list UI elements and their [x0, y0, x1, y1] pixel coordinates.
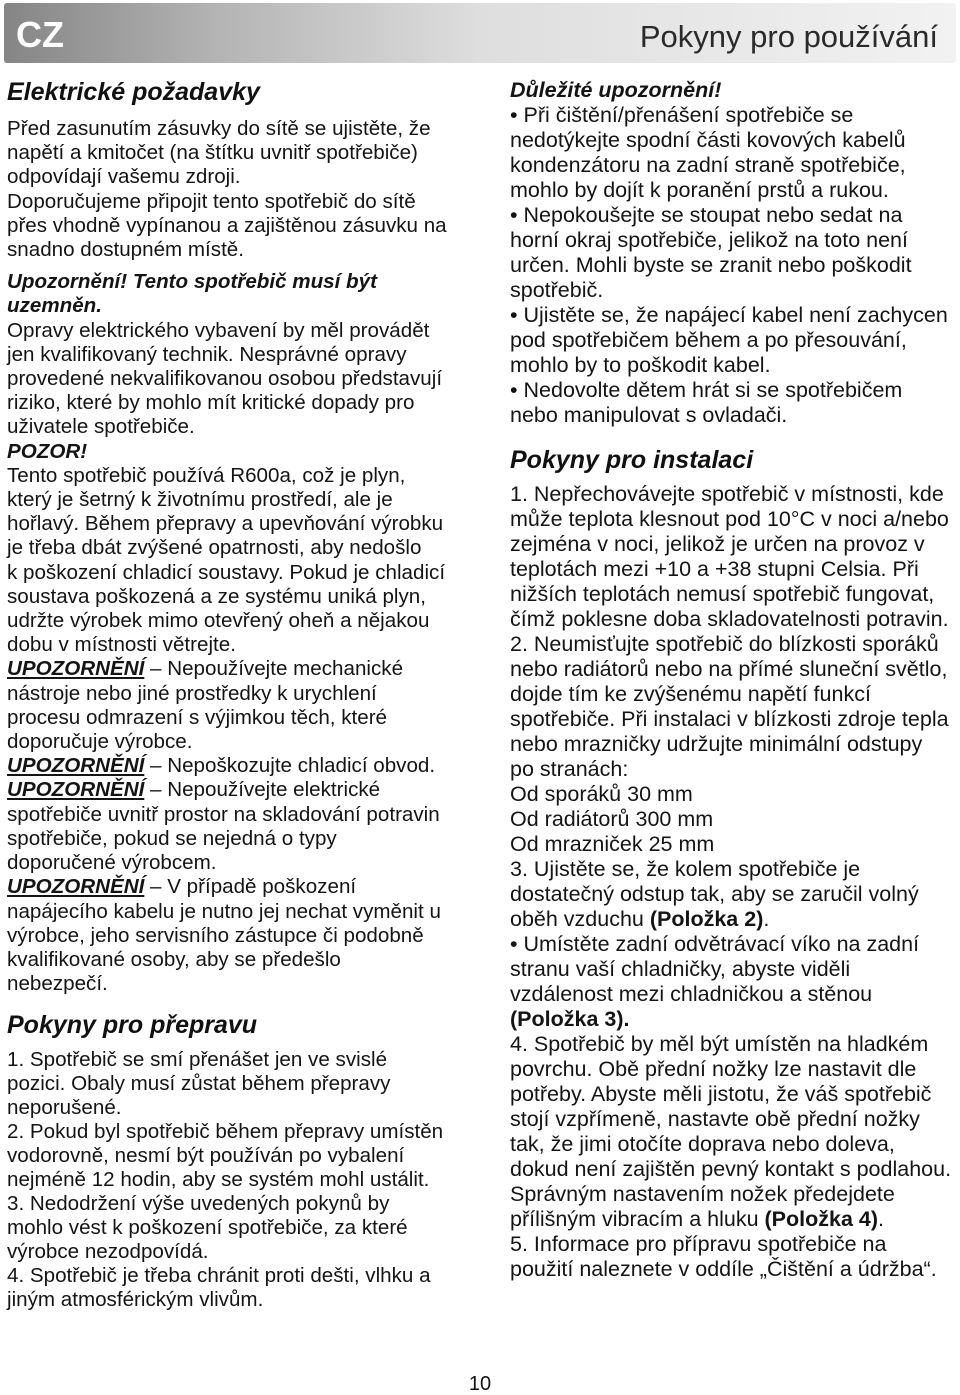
body-text: .	[878, 1207, 884, 1231]
page-header	[4, 3, 956, 63]
text-line	[7, 778, 457, 802]
text-line	[510, 353, 956, 378]
body-text: spotřebiče. Při instalaci v blízkosti zdroje tepla	[510, 707, 949, 731]
text-line	[510, 932, 956, 957]
text-line	[510, 557, 956, 582]
body-text: • Nepokoušejte se stoupat nebo sedat na	[510, 203, 903, 227]
text-line	[7, 391, 457, 415]
text-line	[7, 754, 457, 778]
body-text: • Ujistěte se, že napájecí kabel není zachycen	[510, 303, 948, 327]
body-text: riziko, které by mohlo mít kritické dopady pro	[7, 391, 415, 415]
text-line	[510, 1182, 956, 1207]
text-line	[510, 882, 956, 907]
body-text: může teplota klesnout pod 10°C v noci a/nebo	[510, 507, 949, 531]
text-line	[7, 1240, 457, 1264]
emphasized-text: UPOZORNĚNÍ	[7, 754, 145, 778]
text-line	[510, 682, 956, 707]
text-line	[7, 415, 457, 439]
emphasized-text: UPOZORNĚNÍ	[7, 657, 145, 681]
body-text: 1. Nepřechovávejte spotřebič v místnosti, kde	[510, 482, 944, 506]
body-text: 4. Spotřebič je třeba chránit proti dešti, vlhku a	[7, 1264, 431, 1287]
text-line	[7, 827, 457, 851]
body-text: pozici. Obaly musí zůstat během přepravy	[7, 1072, 391, 1095]
body-text: spotřebič.	[510, 278, 604, 302]
text-line	[510, 832, 956, 857]
emphasized-text: Důležité upozornění!	[510, 78, 722, 102]
text-line	[7, 536, 457, 560]
text-line	[7, 1048, 457, 1072]
body-text: vzdálenost mezi chladničkou a stěnou	[510, 982, 873, 1006]
text-line	[510, 957, 956, 982]
body-text: je třeba dbát zvýšené opatrnosti, aby nedošlo	[7, 536, 422, 560]
body-text: 3. Ujistěte se, že kolem spotřebiče je	[510, 857, 861, 881]
page-number: 10	[468, 1373, 492, 1395]
body-text: 1. Spotřebič se smí přenášet jen ve svislé	[7, 1048, 388, 1071]
body-text: určen. Mohli byste se zranit nebo poškodit	[510, 253, 912, 277]
body-text: stojí vzpřímeně, nastavte obě přední nožky	[510, 1107, 920, 1131]
body-text: povrchu. Obě přední nožky lze nastavit dle	[510, 1057, 917, 1081]
body-text: Od sporáků 30 mm	[510, 782, 693, 806]
body-text: udržte výrobek mimo otevřený oheň a nějakou	[7, 609, 430, 633]
text-line	[7, 948, 457, 972]
body-text: Od radiátorů 300 mm	[510, 807, 714, 831]
body-text: provedené nekvalifikovanou osobou představují	[7, 367, 443, 391]
body-text: neporušené.	[7, 1096, 122, 1119]
body-text: spotřebiče, pokud se nejedná o typy	[7, 826, 337, 850]
text-line	[7, 117, 457, 141]
text-line	[510, 103, 956, 128]
text-line	[7, 165, 457, 189]
body-text: nástroje nebo jiné prostředky k urychlení	[7, 681, 377, 705]
body-text: přes vhodně vypínanou a zajištěnou zásuvku na	[7, 213, 447, 237]
text-line	[510, 278, 956, 303]
text-line	[7, 440, 457, 464]
emphasized-text: Upozornění! Tento spotřebič musí být	[7, 270, 377, 294]
text-line	[510, 1032, 956, 1057]
text-line	[510, 1057, 956, 1082]
body-text: mohlo by dojít k poranění prstů a rukou.	[510, 178, 889, 202]
body-text: výrobce nezodpovídá.	[7, 1240, 209, 1263]
emphasized-text: (Položka 4)	[764, 1207, 878, 1231]
body-text: hořlavý. Během přepravy a upevňování výrobku	[7, 512, 444, 536]
text-line	[510, 1157, 956, 1182]
body-text: soustava poškozená a ze systému uniká plyn,	[7, 584, 426, 608]
body-text: Tento spotřebič používá R600a, což je plyn,	[7, 463, 406, 487]
text-line	[7, 682, 457, 706]
body-text: Doporučujeme připojit tento spotřebič do sítě	[7, 189, 416, 213]
text-line	[7, 488, 457, 512]
text-line	[7, 1072, 457, 1096]
emphasized-text: POZOR!	[7, 439, 88, 463]
heading-electrical-requirements: Elektrické požadavky	[7, 78, 260, 106]
body-text: • Umístěte zadní odvětrávací víko na zadní	[510, 932, 920, 956]
text-line	[7, 464, 457, 488]
body-text: uživatele spotřebiče.	[7, 415, 195, 439]
text-line	[7, 1168, 457, 1192]
text-line	[510, 482, 956, 507]
text-line	[7, 657, 457, 681]
text-line	[510, 403, 956, 428]
text-line	[510, 732, 956, 757]
text-line	[510, 178, 956, 203]
text-line	[510, 632, 956, 657]
body-text: dostatečný odstup tak, aby se zaručil volný	[510, 882, 919, 906]
body-text: mohlo vést k poškození spotřebiče, za které	[7, 1216, 408, 1239]
text-line	[7, 238, 457, 262]
text-line	[510, 203, 956, 228]
text-line	[7, 730, 457, 754]
body-text: stranu vaší chladničky, abyste viděli	[510, 957, 851, 981]
text-line	[510, 128, 956, 153]
body-text: napájecího kabelu je nutno jej nechat vyměnit u	[7, 899, 441, 923]
text-line	[7, 875, 457, 899]
text-line	[510, 532, 956, 557]
text-line	[510, 1082, 956, 1107]
body-text: nižších teplotách nemusí spotřebič fungovat,	[510, 582, 935, 606]
text-line	[510, 303, 956, 328]
body-text: nebezpečí.	[7, 972, 108, 996]
text-line	[510, 378, 956, 403]
body-text: nedotýkejte spodní části kovových kabelů	[510, 128, 906, 152]
body-text: nebo mrazničky udržujte minimální odstupy	[510, 732, 923, 756]
emphasized-text: (Položka 2)	[649, 907, 764, 931]
body-text: teplotách mezi +10 a +38 stupni Celsia. Při	[510, 557, 919, 581]
important-notice-text	[510, 78, 956, 428]
body-text: mohlo by to poškodit kabel.	[510, 353, 771, 377]
text-line	[510, 153, 956, 178]
body-text: – Nepoškozujte chladicí obvod.	[144, 754, 436, 778]
text-line	[510, 1132, 956, 1157]
text-line	[7, 900, 457, 924]
body-text: po stranách:	[510, 757, 629, 781]
text-line	[510, 582, 956, 607]
body-text: kondenzátoru na zadní straně spotřebiče,	[510, 153, 906, 177]
text-line	[7, 1096, 457, 1120]
text-line	[7, 1120, 457, 1144]
text-line	[7, 1192, 457, 1216]
body-text: spotřebiče uvnitř prostor na skladování potravin	[7, 802, 440, 826]
body-text: nebo radiátorů nebo na přímé sluneční světlo,	[510, 657, 948, 681]
body-text: čímž poklesne doba skladovatelnosti potravin.	[510, 607, 949, 631]
text-line	[510, 907, 956, 932]
body-text: dokud není zajištěn pevný kontakt s podlahou.	[510, 1157, 952, 1181]
body-text: jiným atmosférickým vlivům.	[7, 1288, 264, 1311]
text-line	[7, 561, 457, 585]
body-text: • Při čištění/přenášení spotřebiče se	[510, 103, 854, 127]
body-text: nebo manipulovat s ovladači.	[510, 403, 788, 427]
text-line	[510, 782, 956, 807]
text-line	[7, 343, 457, 367]
body-text: přílišným vibracím a hluku	[510, 1207, 765, 1231]
text-line	[7, 190, 457, 214]
electrical-requirements-text	[7, 117, 457, 996]
body-text: výrobce, jeho servisního zástupce či podobně	[7, 923, 424, 947]
text-line	[510, 982, 956, 1007]
body-text: – V případě poškození	[144, 875, 357, 899]
text-line	[7, 214, 457, 238]
body-text: doporučené výrobcem.	[7, 851, 217, 875]
text-line	[510, 1257, 956, 1282]
body-text: napětí a kmitočet (na štítku uvnitř spotřebiče)	[7, 141, 418, 165]
body-text: kvalifikované osoby, aby se předešlo	[7, 947, 341, 971]
text-line	[7, 803, 457, 827]
emphasized-text: (Položka 3).	[510, 1007, 630, 1031]
text-line	[7, 512, 457, 536]
text-line	[7, 633, 457, 657]
body-text: dojde tím ke zvýšenému napětí funkcí	[510, 682, 871, 706]
text-line	[7, 851, 457, 875]
installation-text	[510, 482, 956, 1282]
text-line	[510, 857, 956, 882]
text-line	[7, 972, 457, 996]
emphasized-text: uzemněn.	[7, 294, 102, 318]
emphasized-text: UPOZORNĚNÍ	[7, 778, 145, 802]
language-code: CZ	[16, 14, 64, 55]
text-line	[7, 924, 457, 948]
body-text: jen kvalifikovaný technik. Nesprávné opravy	[7, 342, 407, 366]
body-text: snadno dostupném místě.	[7, 238, 244, 262]
body-text: – Nepoužívejte mechanické	[144, 657, 404, 681]
text-line	[7, 706, 457, 730]
text-line	[7, 1216, 457, 1240]
transport-text	[7, 1048, 457, 1312]
text-line	[510, 657, 956, 682]
body-text: 2. Neumisťujte spotřebič do blízkosti sporáků	[510, 632, 939, 656]
body-text: .	[763, 907, 770, 931]
body-text: zejména v noci, jelikož je určen na provoz v	[510, 532, 925, 556]
heading-transport: Pokyny pro přepravu	[7, 1011, 258, 1039]
body-text: • Nedovolte dětem hrát si se spotřebičem	[510, 378, 903, 402]
text-line	[510, 228, 956, 253]
text-line	[510, 1107, 956, 1132]
text-line	[510, 707, 956, 732]
body-text: nejméně 12 hodin, aby se systém mohl ustálit.	[7, 1168, 430, 1191]
body-text: 5. Informace pro přípravu spotřebiče na	[510, 1232, 887, 1256]
text-line	[7, 294, 457, 318]
body-text: 3. Nedodržení výše uvedených pokynů by	[7, 1192, 390, 1215]
text-line	[510, 807, 956, 832]
text-line	[510, 253, 956, 278]
text-line	[510, 757, 956, 782]
body-text: tak, že jimi otočíte doprava nebo doleva,	[510, 1132, 895, 1156]
text-line	[510, 507, 956, 532]
text-line	[7, 609, 457, 633]
section-title: Pokyny pro používání	[639, 19, 938, 54]
body-text: odpovídají vašemu zdroji.	[7, 165, 241, 189]
text-line	[7, 367, 457, 391]
text-line	[510, 1007, 956, 1032]
text-line	[7, 319, 457, 343]
text-line	[7, 1144, 457, 1168]
body-text: procesu odmrazení s výjimkou těch, které	[7, 705, 387, 729]
heading-installation: Pokyny pro instalaci	[510, 446, 754, 474]
body-text: pod spotřebičem během a po přesouvání,	[510, 328, 907, 352]
body-text: potřeby. Abyste měli jistotu, že váš spotřebič	[510, 1082, 932, 1106]
body-text: 4. Spotřebič by měl být umístěn na hladkém	[510, 1032, 929, 1056]
body-text: – Nepoužívejte elektrické	[144, 778, 381, 802]
text-line	[510, 1232, 956, 1257]
body-text: 2. Pokud byl spotřebič během přepravy umístěn	[7, 1120, 444, 1143]
body-text: oběh vzduchu	[510, 907, 650, 931]
body-text: Správným nastavením nožek předejdete	[510, 1182, 895, 1206]
text-line	[510, 78, 956, 103]
text-line	[7, 270, 457, 294]
text-line	[7, 1264, 457, 1288]
text-line	[7, 141, 457, 165]
body-text: Opravy elektrického vybavení by měl provádět	[7, 318, 430, 342]
text-line	[510, 1207, 956, 1232]
text-line	[510, 607, 956, 632]
text-line	[7, 585, 457, 609]
body-text: doporučuje výrobce.	[7, 730, 193, 754]
body-text: Od mrazniček 25 mm	[510, 832, 715, 856]
body-text: vodorovně, nesmí být používán po vybalení	[7, 1144, 405, 1167]
body-text: k poškození chladicí soustavy. Pokud je chladicí	[7, 560, 446, 584]
body-text: horní okraj spotřebiče, jelikož na toto není	[510, 228, 908, 252]
emphasized-text: UPOZORNĚNÍ	[7, 875, 145, 899]
text-line	[7, 1288, 457, 1312]
text-line	[510, 328, 956, 353]
body-text: který je šetrný k životnímu prostředí, ale je	[7, 488, 393, 512]
body-text: Před zasunutím zásuvky do sítě se ujistěte, že	[7, 117, 431, 140]
body-text: dobu v místnosti větrejte.	[7, 633, 236, 657]
body-text: použití naleznete v oddíle „Čištění a údržba“.	[510, 1257, 937, 1281]
